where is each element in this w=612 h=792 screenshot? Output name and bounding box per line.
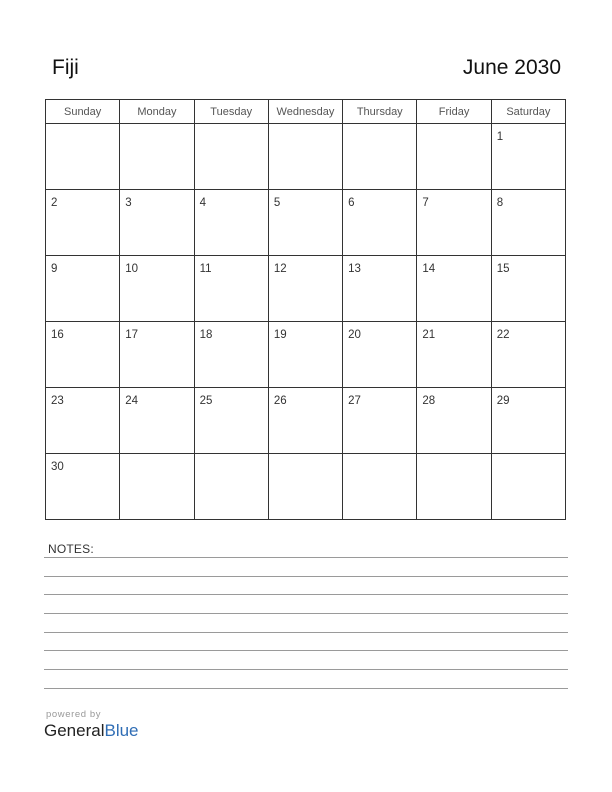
day-number: 11 [199, 263, 212, 275]
day-cell [194, 322, 268, 388]
week-row [46, 454, 566, 520]
day-number [417, 124, 490, 132]
notes-line [44, 650, 568, 651]
day-cell [417, 388, 491, 454]
day-number [269, 124, 342, 132]
day-number: 4 [199, 197, 206, 209]
day-cell [491, 454, 565, 520]
day-number: 28 [422, 395, 436, 407]
notes-line [44, 688, 568, 689]
day-cell [417, 454, 491, 520]
day-cell [268, 190, 342, 256]
notes-label: NOTES: [48, 542, 94, 556]
day-number: 22 [496, 329, 510, 341]
weekday-header: Tuesday [194, 100, 268, 124]
day-number [417, 454, 490, 462]
notes-line [44, 669, 568, 670]
day-cell [417, 124, 491, 190]
day-cell [343, 190, 417, 256]
brand-blue-text: Blue [104, 721, 139, 740]
day-cell [268, 388, 342, 454]
weekday-header: Wednesday [268, 100, 342, 124]
day-cell [194, 124, 268, 190]
generalblue-logo [44, 721, 139, 741]
day-cell [491, 388, 565, 454]
day-cell [417, 256, 491, 322]
notes-line [44, 576, 568, 577]
day-cell [268, 124, 342, 190]
day-cell [268, 256, 342, 322]
day-number [195, 124, 268, 132]
day-number: 1 [496, 131, 504, 143]
day-number [120, 454, 193, 462]
day-number: 27 [348, 395, 361, 407]
day-cell [268, 454, 342, 520]
day-cell [120, 190, 194, 256]
day-number: 12 [273, 263, 287, 275]
day-number [343, 454, 416, 462]
day-cell [491, 190, 565, 256]
day-number: 6 [348, 197, 355, 209]
day-number [269, 454, 342, 462]
day-cell [417, 322, 491, 388]
day-number [120, 124, 193, 132]
day-number [46, 124, 119, 132]
day-cell [120, 388, 194, 454]
weekday-header: Monday [120, 100, 194, 124]
day-cell [491, 256, 565, 322]
week-row [46, 190, 566, 256]
week-row [46, 256, 566, 322]
week-row [46, 322, 566, 388]
day-number [195, 454, 268, 462]
day-number: 2 [51, 197, 58, 209]
day-cell [120, 454, 194, 520]
day-number: 9 [51, 263, 58, 275]
day-number: 3 [125, 197, 132, 209]
day-cell [46, 454, 120, 520]
day-cell [46, 124, 120, 190]
weekday-header: Thursday [343, 100, 417, 124]
day-cell [417, 190, 491, 256]
weekday-header: Saturday [491, 100, 565, 124]
day-number: 5 [273, 197, 281, 209]
day-cell [343, 388, 417, 454]
day-cell [491, 124, 565, 190]
calendar-grid [45, 99, 566, 520]
day-cell [194, 388, 268, 454]
day-number: 19 [273, 329, 287, 341]
notes-line [44, 594, 568, 595]
day-number: 16 [51, 329, 64, 341]
day-number: 15 [496, 263, 510, 275]
weekday-header: Sunday [46, 100, 120, 124]
day-number: 14 [422, 263, 436, 275]
day-cell [46, 388, 120, 454]
day-cell [194, 256, 268, 322]
brand-general-text: General [44, 721, 105, 740]
day-number: 21 [422, 329, 436, 341]
day-number: 13 [348, 263, 361, 275]
notes-line [44, 632, 568, 633]
day-cell [120, 256, 194, 322]
day-number [492, 454, 565, 462]
day-cell [343, 124, 417, 190]
day-number: 20 [348, 329, 361, 341]
day-number: 25 [199, 395, 213, 407]
day-number: 29 [496, 395, 510, 407]
day-cell [343, 454, 417, 520]
day-number: 18 [199, 329, 213, 341]
weekday-header-row [46, 100, 566, 124]
powered-by-text: powered by [46, 709, 102, 720]
day-number: 24 [125, 395, 139, 407]
day-number: 7 [422, 197, 429, 209]
day-cell [491, 322, 565, 388]
notes-line [44, 557, 568, 558]
day-number: 10 [125, 263, 139, 275]
day-cell [343, 322, 417, 388]
day-cell [120, 322, 194, 388]
country-title: Fiji [52, 56, 79, 79]
day-number: 17 [125, 329, 139, 341]
day-number: 23 [51, 395, 64, 407]
day-number: 8 [496, 197, 504, 209]
day-cell [46, 256, 120, 322]
weekday-header: Friday [417, 100, 491, 124]
notes-line [44, 613, 568, 614]
day-number: 30 [51, 461, 64, 473]
day-number: 26 [273, 395, 287, 407]
week-row [46, 388, 566, 454]
day-cell [194, 454, 268, 520]
day-cell [194, 190, 268, 256]
day-cell [343, 256, 417, 322]
day-cell [268, 322, 342, 388]
month-year-title: June 2030 [462, 56, 561, 79]
day-cell [46, 322, 120, 388]
day-number [343, 124, 416, 132]
week-row [46, 124, 566, 190]
day-cell [120, 124, 194, 190]
day-cell [46, 190, 120, 256]
